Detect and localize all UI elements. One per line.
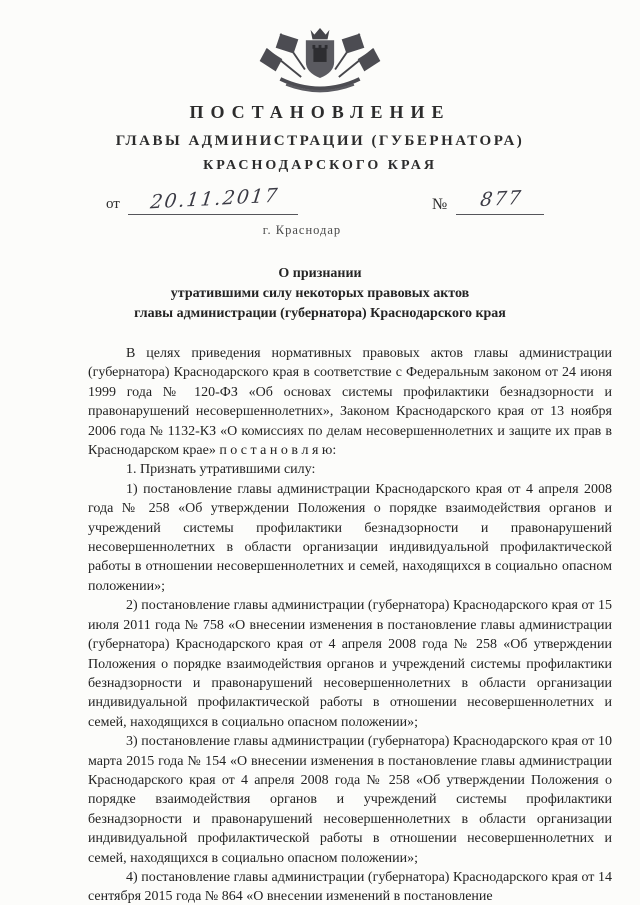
paragraph-subpoint-1: 1) постановление главы администрации Краснодарского края от 4 апреля 2008 года № 258 «Об утверждении Положения о порядке взаимодействия органов и учреждений системы профилактики безнадзорности и правонарушений несовершеннолетних в области организации индивидуальной профилактической работы в отношении несовершеннолетних и семей, находящихся в социально опасном положении»; [88, 481, 612, 594]
paragraph-subpoint-4: 4) постановление главы администрации (губернатора) Краснодарского края от 14 сентября 2015 года № 864 «О внесении изменений в постановление [88, 869, 612, 905]
issuing-authority-line2: КРАСНОДАРСКОГО КРАЯ [203, 158, 437, 173]
subject-line-3: главы администрации (губернатора) Краснодарского края [134, 306, 506, 321]
date-label: от [106, 196, 120, 212]
number-field [456, 188, 544, 215]
document-subject [0, 264, 640, 324]
subject-line-1: О признании [278, 266, 362, 281]
number-label: № [432, 196, 448, 213]
handwritten-number: 877 [478, 186, 524, 212]
paragraph-subpoint-2: 2) постановление главы администрации (губернатора) Краснодарского края от 15 июля 2011 года № 758 «О внесении изменения в постановление главы администрации (губернатора) Краснодарского края от 4 апреля 2008 года № 258 «Об утверждении Положения о порядке взаимодействия органов и учреждений системы профилактики безнадзорности и правонарушений несовершеннолетних в области организации индивидуальной профилактической работы в отношении несовершеннолетних и семей, находящихся в социально опасном положении»; [88, 598, 612, 730]
document-type-title: ПОСТАНОВЛЕНИЕ [189, 102, 451, 122]
issuing-authority-line1: ГЛАВЫ АДМИНИСТРАЦИИ (ГУБЕРНАТОРА) [115, 133, 525, 149]
place-line: г. Краснодар [262, 223, 342, 237]
document-header [0, 0, 640, 174]
krasnodar-krai-coat-of-arms-icon [0, 0, 640, 96]
date-field [128, 184, 298, 215]
handwritten-date: 20.11.2017 [148, 184, 281, 214]
document-body [88, 344, 612, 905]
paragraph-subpoint-3: 3) постановление главы администрации (губернатора) Краснодарского края от 10 марта 2015 года № 154 «О внесении изменения в постановление главы администрации Краснодарского края от 4 апреля 2008 года № 258 «Об утверждении Положения о порядке взаимодействия органов и учреждений системы профилактики безнадзорности и правонарушений несовершеннолетних в области организации индивидуальной профилактической работы в отношении несовершеннолетних и семей, находящихся в социально опасном положении»; [88, 734, 612, 866]
paragraph-preamble: В целях приведения нормативных правовых актов главы администрации (губернатора) Краснодарского края в соответствие с Федеральным законом от 24 июня 1999 года № 120-ФЗ «Об основах системы профилактики безнадзорности и правонарушений несовершеннолетних», Законом Краснодарского края от 13 ноября 2006 года № 1132-КЗ «О комиссиях по делам несовершеннолетних и защите их прав в Краснодарском крае» п о с т а н о в л я ю: [88, 346, 612, 459]
subject-line-2: утратившими силу некоторых правовых актов [170, 286, 470, 301]
paragraph-point-1: 1. Признать утратившими силу: [126, 462, 316, 478]
requisites-row [0, 184, 640, 220]
